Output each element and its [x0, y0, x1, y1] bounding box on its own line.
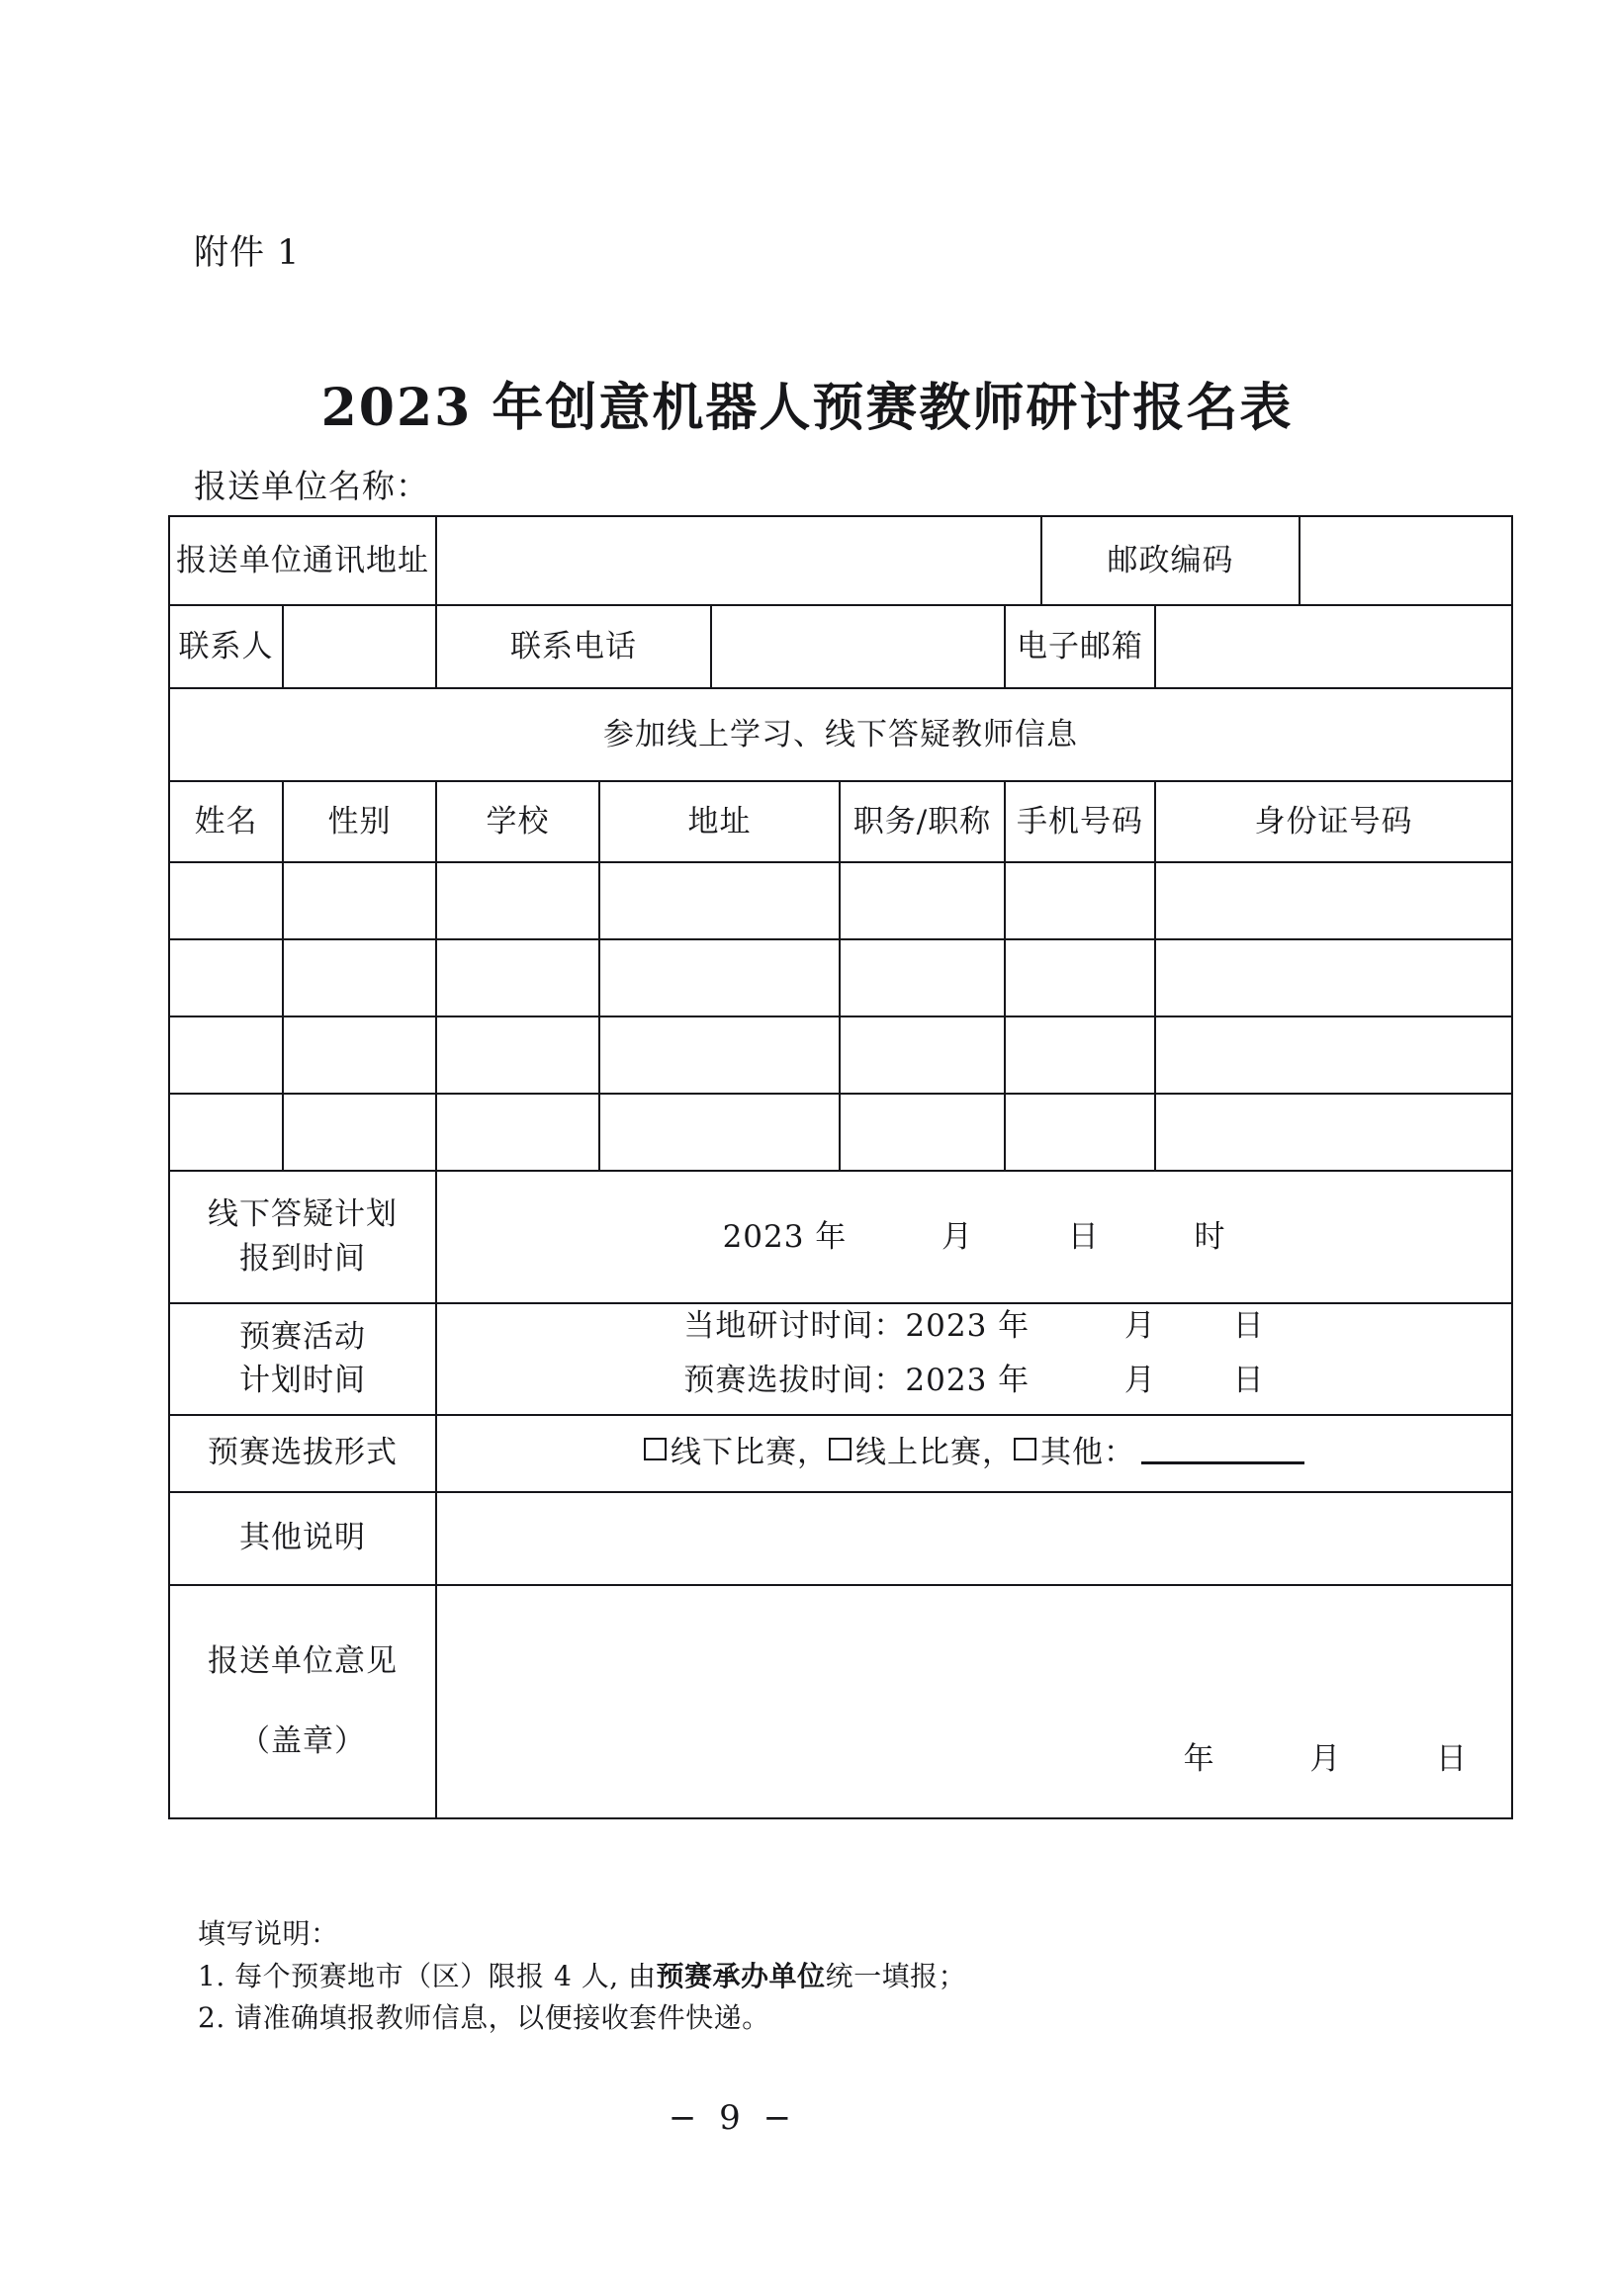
- checkin-year-text: 2023 年: [722, 1218, 848, 1255]
- checkbox-offline-icon[interactable]: [644, 1438, 667, 1460]
- teacher-cell-school[interactable]: [436, 1094, 599, 1171]
- address-value-cell[interactable]: [436, 516, 1041, 605]
- table-row-checkin-time: [169, 1171, 1512, 1303]
- teacher-cell-name[interactable]: [169, 862, 283, 939]
- column-header-school: 学校: [436, 781, 599, 862]
- other-notes-label-cell: 其他说明: [169, 1492, 436, 1585]
- checkin-month-text: 月: [942, 1218, 974, 1255]
- table-row-other-notes: [169, 1492, 1512, 1585]
- table-row-teacher-entry: [169, 939, 1512, 1016]
- checkin-time-label-line1: 线下答疑计划: [208, 1196, 398, 1233]
- table-row-selection-format: [169, 1415, 1512, 1492]
- instructions-item-1-suffix: 统一填报；: [825, 1959, 967, 1992]
- column-header-position: 职务/职称: [840, 781, 1005, 862]
- column-header-name: 姓名: [169, 781, 283, 862]
- local-seminar-month-text: 月: [1123, 1308, 1156, 1344]
- selection-format-label-cell: 预赛选拔形式: [169, 1415, 436, 1492]
- teacher-cell-id-number[interactable]: [1155, 939, 1512, 1016]
- teacher-cell-position[interactable]: [840, 862, 1005, 939]
- table-row-teacher-entry: [169, 862, 1512, 939]
- column-header-gender: 性别: [283, 781, 436, 862]
- teacher-cell-name[interactable]: [169, 1094, 283, 1171]
- selection-format-option-offline-label: 线下比赛，: [671, 1435, 830, 1471]
- selection-time-cell[interactable]: [436, 1349, 1512, 1415]
- contact-person-value-cell[interactable]: [283, 605, 436, 688]
- teacher-cell-mobile[interactable]: [1005, 1094, 1155, 1171]
- opinion-date-month-text: 月: [1309, 1741, 1342, 1777]
- column-header-mobile: 手机号码: [1005, 781, 1155, 862]
- teacher-cell-mobile[interactable]: [1005, 939, 1155, 1016]
- table-row-teacher-entry: [169, 1016, 1512, 1094]
- teacher-cell-id-number[interactable]: [1155, 862, 1512, 939]
- contact-phone-label-cell: 联系电话: [436, 605, 711, 688]
- teacher-section-header-cell: 参加线上学习、线下答疑教师信息: [169, 688, 1512, 781]
- teacher-cell-name[interactable]: [169, 939, 283, 1016]
- table-row-address: [169, 516, 1512, 605]
- teacher-cell-position[interactable]: [840, 939, 1005, 1016]
- unit-opinion-value-cell[interactable]: [436, 1585, 1512, 1818]
- instructions-item-1-prefix: 1. 每个预赛地市（区）限报 4 人, 由: [198, 1959, 657, 1992]
- teacher-cell-gender[interactable]: [283, 939, 436, 1016]
- attachment-label: 附件 1: [194, 233, 301, 273]
- instructions-item-2: 2. 请准确填报教师信息，以便接收套件快递。: [198, 2001, 770, 2035]
- local-seminar-year-text: 当地研讨时间：2023 年: [683, 1308, 1031, 1344]
- contact-email-label-cell: 电子邮箱: [1005, 605, 1155, 688]
- teacher-cell-address[interactable]: [599, 1016, 840, 1094]
- column-header-id-number: 身份证号码: [1155, 781, 1512, 862]
- selection-year-text: 预赛选拔时间：2023 年: [683, 1363, 1031, 1399]
- selection-month-text: 月: [1123, 1363, 1156, 1399]
- checkin-time-label-line2: 报到时间: [239, 1241, 366, 1277]
- column-header-address: 地址: [599, 781, 840, 862]
- contact-phone-value-cell[interactable]: [711, 605, 1005, 688]
- opinion-date-day-text: 日: [1436, 1741, 1469, 1777]
- checkin-time-label-cell: [169, 1171, 436, 1303]
- teacher-cell-address[interactable]: [599, 862, 840, 939]
- teacher-cell-school[interactable]: [436, 862, 599, 939]
- page-number: − 9 −: [668, 2098, 798, 2138]
- table-row-contact: [169, 605, 1512, 688]
- instructions-item-1-emphasis: 预赛承办单位: [656, 1959, 826, 1992]
- plan-time-label-cell: [169, 1303, 436, 1415]
- address-label-cell: 报送单位通讯地址: [169, 516, 436, 605]
- teacher-cell-gender[interactable]: [283, 1094, 436, 1171]
- instructions-item-1: [198, 1956, 966, 1998]
- contact-email-value-cell[interactable]: [1155, 605, 1512, 688]
- table-row-teacher-headers: [169, 781, 1512, 862]
- selection-day-text: 日: [1232, 1363, 1265, 1399]
- postcode-value-cell[interactable]: [1300, 516, 1512, 605]
- teacher-cell-school[interactable]: [436, 1016, 599, 1094]
- selection-format-option-other-label: 其他：: [1040, 1435, 1136, 1471]
- checkbox-online-icon[interactable]: [829, 1438, 852, 1460]
- selection-format-options-cell: [436, 1415, 1512, 1492]
- unit-opinion-label-line1: 报送单位意见: [208, 1643, 398, 1679]
- instructions-heading: 填写说明：: [198, 1917, 339, 1950]
- registration-form-table: [168, 515, 1513, 1819]
- selection-format-option-online-label: 线上比赛，: [855, 1435, 1015, 1471]
- table-row-unit-opinion: [169, 1585, 1512, 1818]
- form-instructions: [198, 1913, 966, 2040]
- teacher-cell-school[interactable]: [436, 939, 599, 1016]
- table-row-plan-local-seminar: [169, 1303, 1512, 1349]
- teacher-cell-mobile[interactable]: [1005, 1016, 1155, 1094]
- unit-opinion-label-cell: [169, 1585, 436, 1818]
- postcode-label-cell: 邮政编码: [1041, 516, 1300, 605]
- table-row-teacher-entry: [169, 1094, 1512, 1171]
- contact-person-label-cell: 联系人: [169, 605, 283, 688]
- opinion-date-year-text: 年: [1183, 1741, 1215, 1777]
- local-seminar-day-text: 日: [1232, 1308, 1265, 1344]
- checkin-time-value-cell[interactable]: [436, 1171, 1512, 1303]
- table-row-section-header: [169, 688, 1512, 781]
- checkbox-other-icon[interactable]: [1014, 1438, 1036, 1460]
- teacher-cell-id-number[interactable]: [1155, 1016, 1512, 1094]
- teacher-cell-mobile[interactable]: [1005, 862, 1155, 939]
- reporting-unit-name-label: 报送单位名称：: [194, 467, 429, 505]
- local-seminar-time-cell[interactable]: [436, 1303, 1512, 1349]
- teacher-cell-position[interactable]: [840, 1016, 1005, 1094]
- checkin-day-text: 日: [1067, 1218, 1100, 1255]
- checkin-hour-text: 时: [1194, 1218, 1226, 1255]
- page-title: 2023 年创意机器人预赛教师研讨报名表: [320, 378, 1294, 438]
- teacher-cell-position[interactable]: [840, 1094, 1005, 1171]
- teacher-cell-address[interactable]: [599, 939, 840, 1016]
- plan-time-label-line2: 计划时间: [239, 1363, 366, 1399]
- teacher-cell-gender[interactable]: [283, 862, 436, 939]
- teacher-cell-gender[interactable]: [283, 1016, 436, 1094]
- teacher-cell-address[interactable]: [599, 1094, 840, 1171]
- selection-format-other-input[interactable]: [1141, 1442, 1304, 1464]
- teacher-cell-id-number[interactable]: [1155, 1094, 1512, 1171]
- unit-opinion-signature-date: [1184, 1737, 1468, 1782]
- plan-time-label-line1: 预赛活动: [239, 1318, 366, 1355]
- unit-opinion-label-line2: （盖章）: [239, 1722, 366, 1759]
- teacher-cell-name[interactable]: [169, 1016, 283, 1094]
- other-notes-value-cell[interactable]: [436, 1492, 1512, 1585]
